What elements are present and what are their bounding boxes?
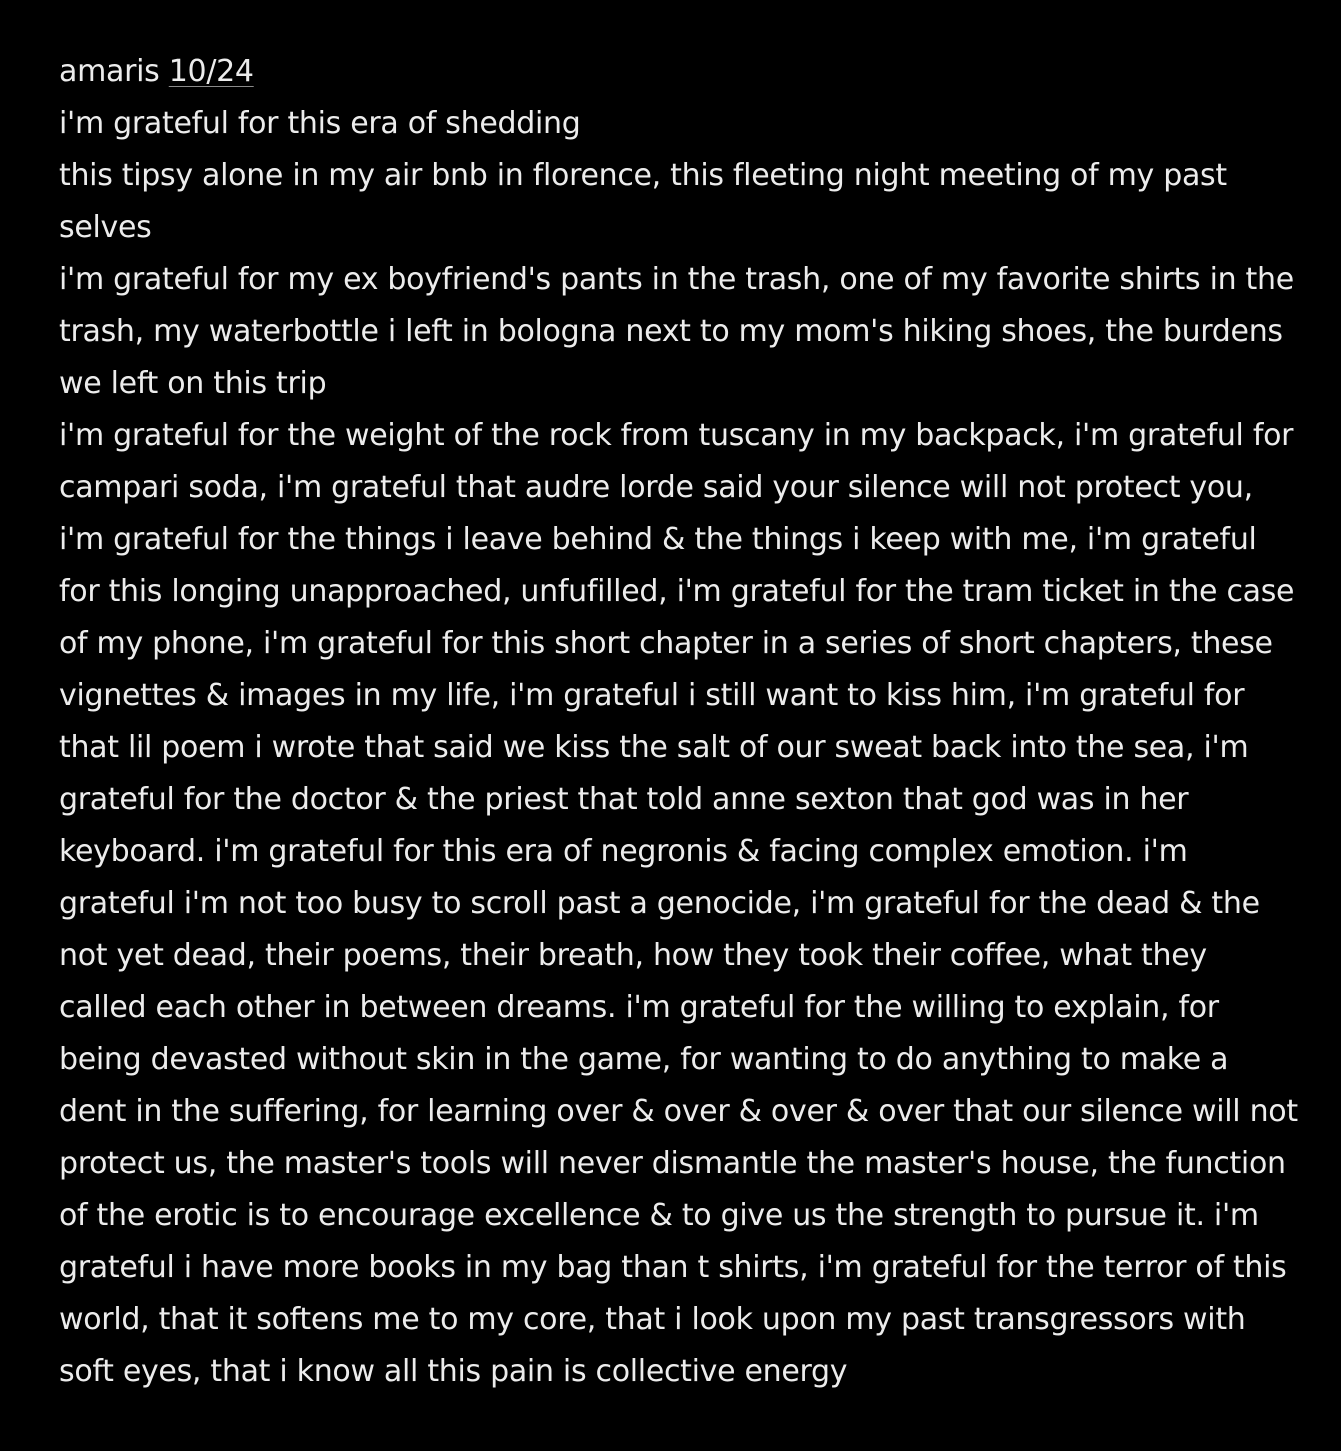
note-paragraph: i'm grateful for the weight of the rock from tuscany in my backpack, i'm grateful for campari soda, i'm grateful that audre lorde said your silence will not protect you, i'm grateful for the things i leave behind & the things i keep with me, i'm grateful for this longing unapproached, unfufilled, i'm grateful for the tram ticket in the case of my phone, i'm grateful for this short chapter in a series of short chapters, these vignettes & images in my life, i'm grateful i still want to kiss him, i'm grateful for that lil poem i wrote that said we kiss the salt of our sweat back into the sea, i'm grateful for the doctor & the priest that told anne sexton that god was in her keyboard. i'm grateful for this era of negronis & facing complex emotion. i'm grateful i'm not too busy to scroll past a genocide, i'm grateful for the dead & the not yet dead, their poems, their breath, how they took their coffee, what they called each other in between dreams. i'm grateful for the willing to explain, for being devasted without skin in the game, for wanting to do anything to make a dent in the suffering, for learning over & over & over & over that our silence will not protect us, the master's tools will never dismantle the master's house, the function of the erotic is to encourage excellence & to give us the strength to pursue it. i'm grateful i have more books in my bag than t shirts, i'm grateful for the terror of this world, that it softens me to my core, that i look upon my past transgressors with soft eyes, that i know all this pain is collective energy [59, 418, 1298, 1389]
note-author: amaris [59, 54, 160, 89]
note-paragraph: i'm grateful for my ex boyfriend's pants in the trash, one of my favorite shirts in the trash, my waterbottle i left in bologna next to my mom's hiking shoes, the burdens we left on this trip [59, 262, 1294, 401]
note-date-link[interactable]: 10/24 [168, 54, 254, 89]
note-header [59, 46, 1299, 98]
note-paragraph: i'm grateful for this era of shedding [59, 106, 581, 141]
note-body[interactable] [59, 46, 1299, 1398]
note-paragraph: this tipsy alone in my air bnb in florence, this fleeting night meeting of my past selves [59, 158, 1227, 245]
